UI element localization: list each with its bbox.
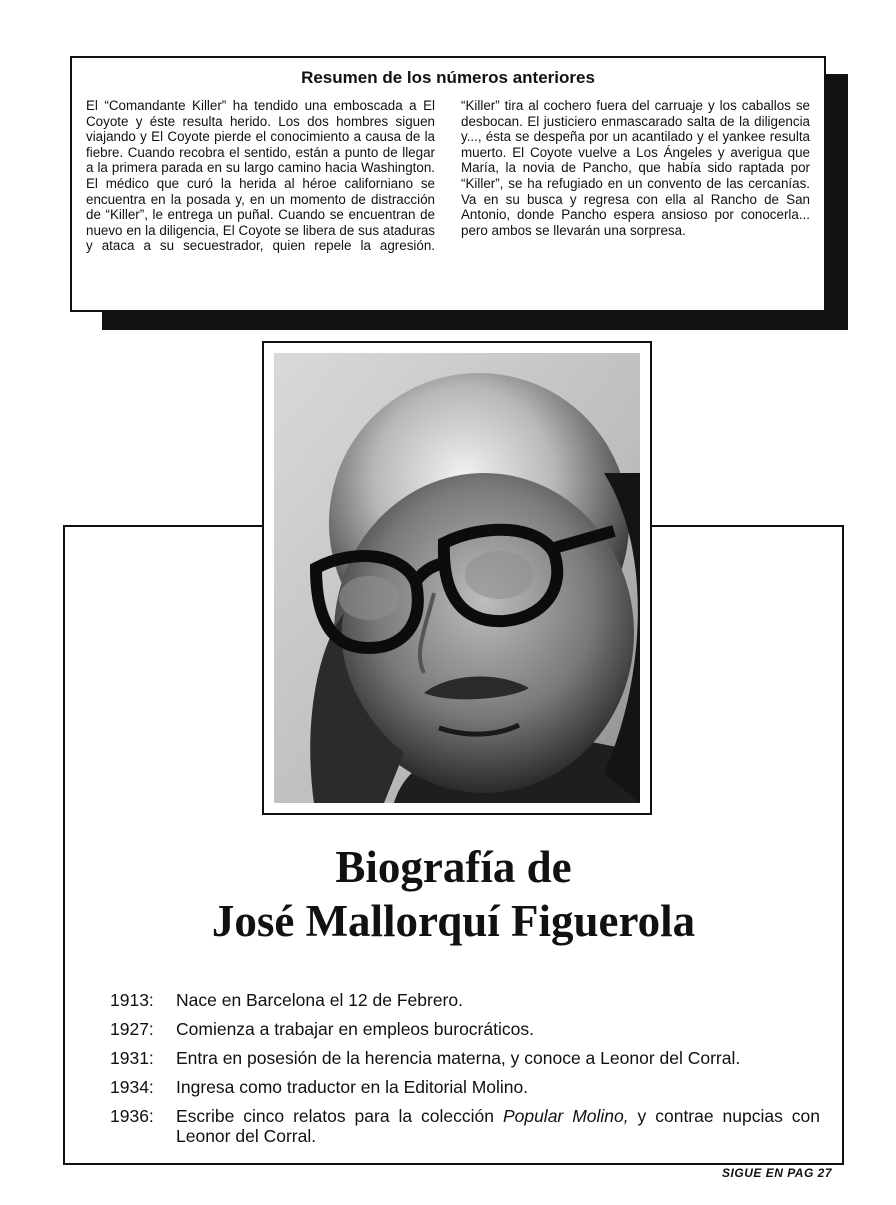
timeline-text: Comienza a trabajar en empleos burocráticos.	[176, 1019, 534, 1039]
timeline-entry	[110, 990, 820, 1010]
timeline-entry	[110, 1019, 820, 1039]
summary-box	[70, 56, 826, 312]
timeline-text: Nace en Barcelona el 12 de Febrero.	[176, 990, 463, 1010]
continued-note: SIGUE EN PAG 27	[722, 1166, 832, 1180]
timeline-year: 1934:	[110, 1077, 154, 1097]
timeline-entry	[110, 1077, 820, 1097]
summary-title: Resumen de los números anteriores	[301, 68, 595, 87]
timeline-text: Ingresa como traductor en la Editorial Molino.	[176, 1077, 529, 1097]
timeline-year: 1927:	[110, 1019, 154, 1039]
author-portrait-image	[274, 353, 640, 803]
timeline-text-part: y contrae nupcias con Leonor del Corral.	[176, 1106, 820, 1146]
timeline-year: 1931:	[110, 1048, 154, 1068]
timeline-entry	[110, 1106, 820, 1146]
biography-title-line2: José Mallorquí Figuerola	[211, 896, 696, 946]
timeline-year: 1936:	[110, 1106, 154, 1126]
timeline-text	[176, 1106, 820, 1146]
summary-text: El “Comandante Killer” ha tendido una emboscada a El Coyote y éste resulta herido. Los dos hombres siguen viajando y El Coyote pierde el conocimiento a causa de la fiebre. Cuando recobra el sentido, están a punto de llegar a la primera parada en su largo camino hacia Washington. El médico que curó la herida al héroe californiano se encuentra en la posada y, en un momento de distracción de “Killer”, le entrega un puñal. Cuando se encuentran de nuevo en la diligencia, El Coyote se libera de sus ataduras y ataca a su secuestrador, quien repele la agresión. “Killer” tira al cochero fuera del carruaje y los caballos se desbocan. El justiciero enmascarado salta de la diligencia y..., ésta se despeña por un acantilado y el yankee resulta muerto. El Coyote vuelve a Los Ángeles y averigua que María, la novia de Pancho, que había sido raptada por “Killer”, se ha refugiado en un convento de las cercanías. Va en su busca y regresa con ella al Rancho de San Antonio, donde Pancho espera ansioso por conocerla... pero ambos se llevarán una sorpresa.	[86, 98, 810, 254]
collection-name: Popular Molino,	[502, 1106, 629, 1126]
timeline-text-part: Escribe cinco relatos para la colección	[176, 1106, 503, 1126]
timeline-entry	[110, 1048, 820, 1068]
author-photo	[262, 341, 652, 815]
biography-title	[63, 840, 844, 948]
timeline-year: 1913:	[110, 990, 154, 1010]
timeline-text: Entra en posesión de la herencia materna, y conoce a Leonor del Corral.	[176, 1048, 741, 1068]
biography-timeline	[110, 990, 820, 1155]
biography-title-line1: Biografía de	[335, 842, 572, 892]
